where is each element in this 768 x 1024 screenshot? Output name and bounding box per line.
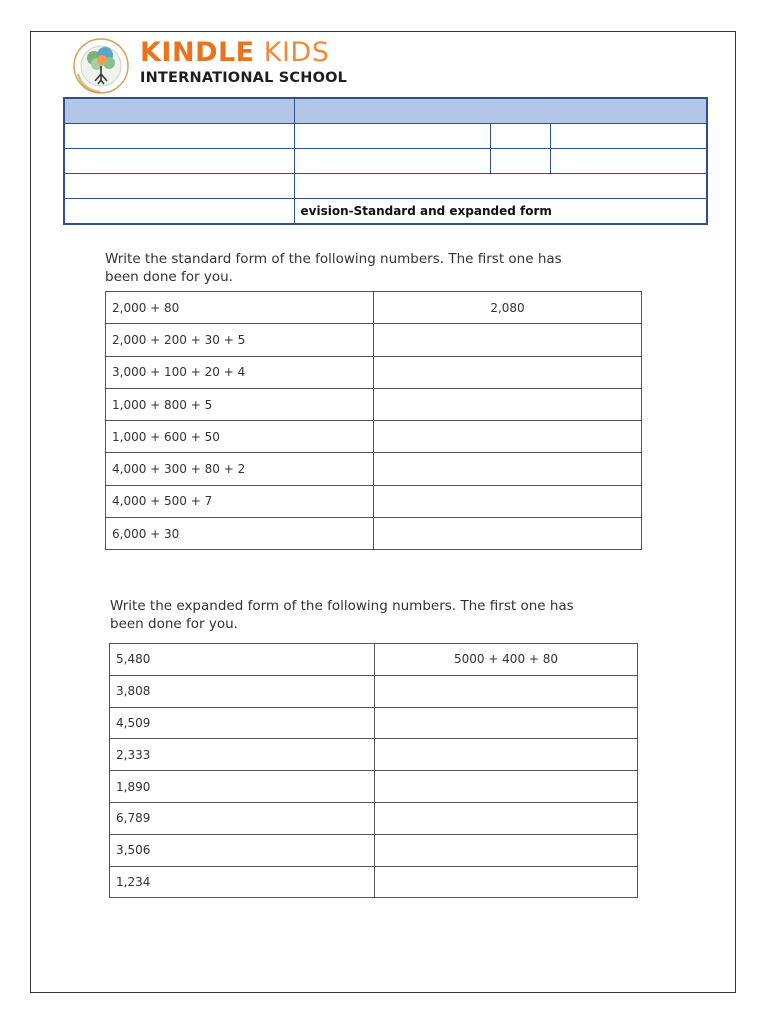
answer-cell[interactable]: [375, 771, 638, 803]
table-row: [106, 485, 642, 517]
info-cell[interactable]: [64, 199, 294, 225]
answer-cell[interactable]: [375, 834, 638, 866]
subject-title: evision-Standard and expanded form: [294, 199, 707, 225]
brand-subtitle: INTERNATIONAL SCHOOL: [140, 70, 348, 86]
table-row: [106, 324, 642, 356]
table-row: [110, 771, 638, 803]
question-cell: 1,000 + 600 + 50: [106, 421, 374, 453]
info-row: [64, 199, 707, 225]
brand-name-bold: KINDLE: [140, 37, 255, 68]
question-cell: 3,808: [110, 675, 375, 707]
question-cell: 4,509: [110, 707, 375, 739]
table-row: [110, 739, 638, 771]
info-cell[interactable]: [550, 124, 707, 149]
table-row: [110, 834, 638, 866]
brand-name-light: KIDS: [263, 37, 330, 68]
question-cell: 4,000 + 300 + 80 + 2: [106, 453, 374, 485]
info-cell: [294, 98, 707, 124]
question-cell: 1,000 + 800 + 5: [106, 388, 374, 420]
answer-cell[interactable]: [374, 421, 642, 453]
table-row: [110, 644, 638, 676]
question-cell: 6,000 + 30: [106, 518, 374, 550]
tree-seal-icon: [70, 36, 132, 96]
answer-cell[interactable]: [375, 707, 638, 739]
answer-cell[interactable]: [374, 356, 642, 388]
expanded-form-instruction: Write the expanded form of the following numbers. The first one has been done for you.: [110, 598, 574, 632]
info-cell[interactable]: [550, 149, 707, 174]
table-row: [110, 866, 638, 898]
answer-cell[interactable]: [374, 324, 642, 356]
question-cell: 3,506: [110, 834, 375, 866]
answer-cell[interactable]: [374, 388, 642, 420]
question-cell: 4,000 + 500 + 7: [106, 485, 374, 517]
info-cell[interactable]: [64, 149, 294, 174]
answer-cell[interactable]: [375, 675, 638, 707]
question-cell: 2,333: [110, 739, 375, 771]
info-cell[interactable]: [64, 174, 294, 199]
info-row: [64, 149, 707, 174]
info-cell[interactable]: [64, 124, 294, 149]
answer-cell[interactable]: [374, 485, 642, 517]
info-cell[interactable]: [294, 149, 490, 174]
school-logo: [70, 36, 350, 96]
table-row: [106, 453, 642, 485]
answer-cell[interactable]: 5000 + 400 + 80: [375, 644, 638, 676]
question-cell: 6,789: [110, 802, 375, 834]
table-row: [106, 388, 642, 420]
question-cell: 2,000 + 80: [106, 292, 374, 324]
question-cell: 1,890: [110, 771, 375, 803]
standard-form-instruction: Write the standard form of the following numbers. The first one has been done for you.: [105, 251, 562, 285]
answer-cell[interactable]: [374, 453, 642, 485]
answer-cell[interactable]: [375, 739, 638, 771]
table-row: [110, 802, 638, 834]
table-row: [106, 356, 642, 388]
question-cell: 5,480: [110, 644, 375, 676]
question-cell: 3,000 + 100 + 20 + 4: [106, 356, 374, 388]
info-cell[interactable]: [294, 174, 707, 199]
question-cell: 1,234: [110, 866, 375, 898]
question-cell: 2,000 + 200 + 30 + 5: [106, 324, 374, 356]
answer-cell[interactable]: [374, 518, 642, 550]
table-row: [106, 292, 642, 324]
answer-cell[interactable]: 2,080: [374, 292, 642, 324]
answer-cell[interactable]: [375, 866, 638, 898]
info-table: [63, 97, 708, 225]
info-header-row: [64, 98, 707, 124]
table-row: [106, 421, 642, 453]
brand-title: [140, 38, 329, 68]
expanded-form-table: [109, 643, 638, 898]
info-cell[interactable]: [490, 124, 550, 149]
table-row: [106, 518, 642, 550]
info-row: [64, 174, 707, 199]
info-cell[interactable]: [490, 149, 550, 174]
table-row: [110, 675, 638, 707]
info-row: [64, 124, 707, 149]
table-row: [110, 707, 638, 739]
info-cell: [64, 98, 294, 124]
standard-form-table: [105, 291, 642, 550]
info-cell[interactable]: [294, 124, 490, 149]
answer-cell[interactable]: [375, 802, 638, 834]
